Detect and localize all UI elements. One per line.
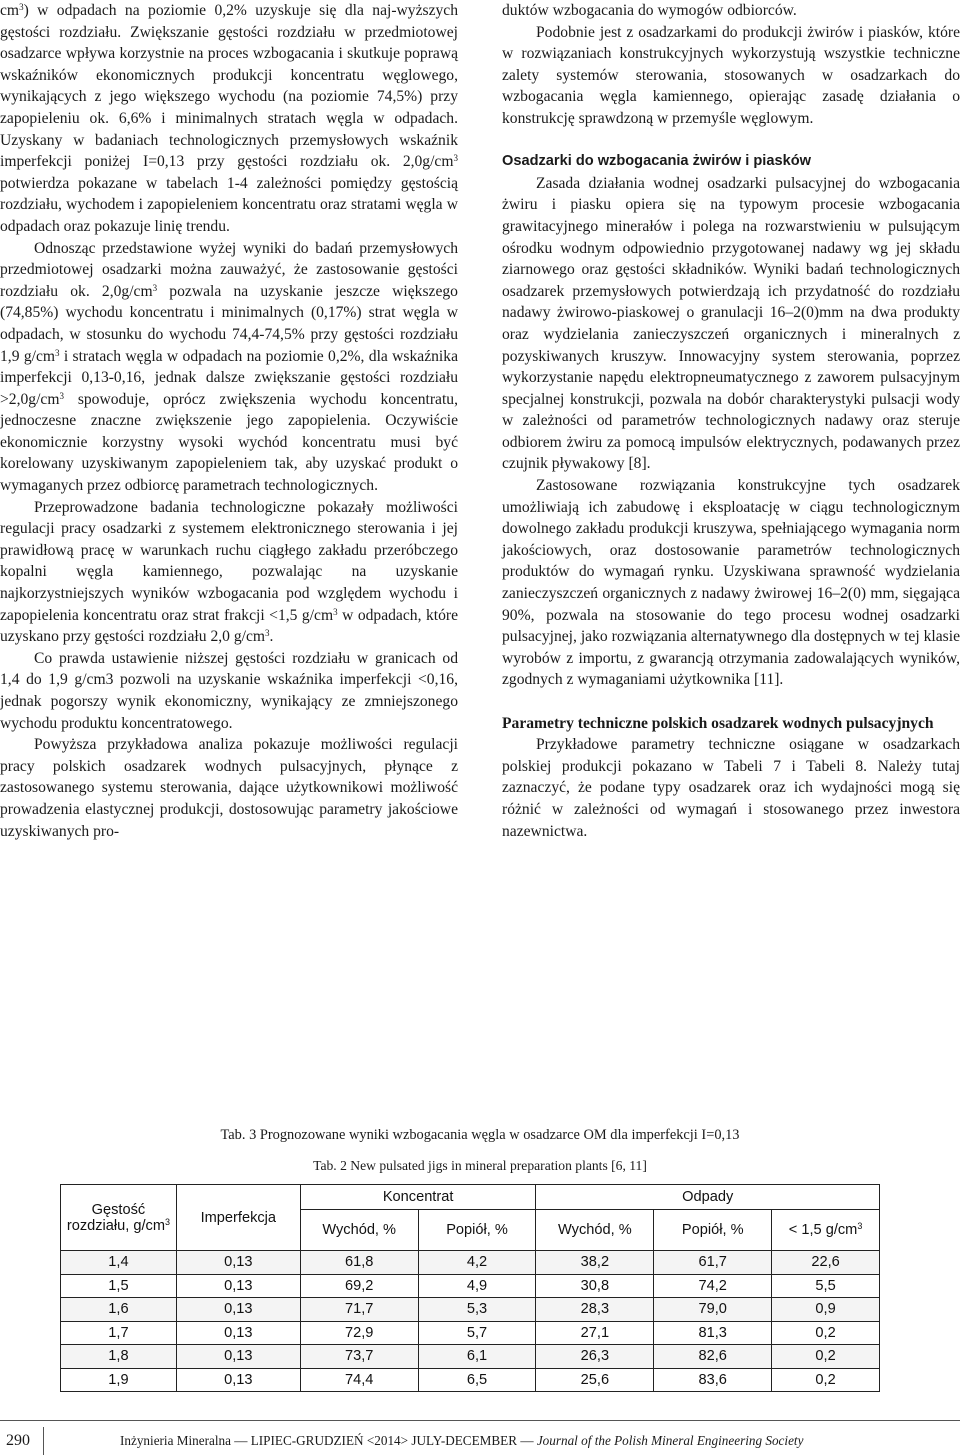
table-cell: 79,0 [654,1298,772,1322]
left-paragraph-4: Co prawda ustawienie niższej gęstości rozdziału w granicach od 1,4 do 1,9 g/cm3 pozwoli na uzyskanie wskaźnika imperfekcji <0,16, jednak pogorszy wynik ekonomiczny, wynikający ze zmniejszonego wychodu produktu koncentratowego. [0,649,458,732]
table-row [61,1345,880,1369]
header-density: Gęstość rozdziału, $g/cm^3$ [61,1185,177,1251]
left-paragraph-2: Odnosząc przedstawione wyżej wyniki do badań przemysłowych przedmiotowej osadzarki można zauważyć, że zastosowanie gęstości rozdziału ok. $2,0g/cm^3$ pozwala na uzyskanie jeszcze większego (74,85%) wychodu koncentratu i minimalnych (0,17%) strat węgla w odpadach, w stosunku do wychodu 74,4-74,5% przy gęstości rozdziału 1,9 $g/cm^3$ i stratach węgla w odpadach na poziomie 0,2%, dla wskaźnika imperfekcji 0,13-0,16, jednak dalsze zwiększanie gęstości rozdziału $>2,0g/cm^3$ spowoduje, oprócz zwiększenia wychodu koncentratu, jednoczesne znaczne zwiększenie jego zapopielenia. Oczywiście ekonomicznie korzystny wysoki wychód koncentratu musi być korelowany uzyskiwanym zapopieleniem tak, aby uzyskać produkt o wymaganych przez odbiorcę parametrach technologicznych. [0,239,458,495]
header-imperfection: Imperfekcja [176,1185,300,1251]
table-cell: 0,13 [176,1321,300,1345]
table-cell: 38,2 [536,1251,654,1275]
header-concentrate-yield: Wychód, % [300,1210,418,1251]
table-caption-polish: Tab. 3 Prognozowane wyniki wzbogacania węgla w osadzarce OM dla imperfekcji I=0,13 [220,1127,740,1143]
table-cell: 81,3 [654,1321,772,1345]
table-cell: 0,13 [176,1274,300,1298]
table-cell: 27,1 [536,1321,654,1345]
table-cell: 0,2 [772,1321,880,1345]
table-cell: 73,7 [300,1345,418,1369]
right-column [502,0,960,842]
table-cell: 5,5 [772,1274,880,1298]
table-cell: 1,8 [61,1345,177,1369]
table-cell: 22,6 [772,1251,880,1275]
table-cell: 61,8 [300,1251,418,1275]
header-waste-ash: Popiół, % [654,1210,772,1251]
right-paragraph-intro: Podobnie jest z osadzarkami do produkcji żwirów i piasków, które w rozwiązaniach konstrukcyjnych wykorzystują wszystkie techniczne zalety systemów sterowania, stosowanych w osadzarkach do wzbogacania węgla kamiennego, opierając zasadę działania o konstrukcję sprawdzoną w przemyśle węglowym. [502,23,960,127]
left-column [0,0,458,842]
table-cell: 5,3 [418,1298,536,1322]
table-cell: 71,7 [300,1298,418,1322]
gravel-paragraph-2: Zastosowane rozwiązania konstrukcyjne tych osadzarek umożliwiają ich zabudowę i eksploatację w ciągu technologicznym dowolnego zakładu produkcji kruszywa, spełniającego wymagania norm jakościowych, oraz dostosowanie parametrów technologicznych produktów do wymagań rynku. Uzyskiwana sprawność wydzielania zanieczyszczeń organicznych z nadawy żwirowej 16–2(0) mm, sięgająca 90%, pozwala na stosowanie do tego procesu wodnej osadzarki pulsacyjnej, jako rozwiązania alternatywnego dla dostępnych w tej klasie wyrobów z importu, z gwarancją otrzymania zadowalających wyników, zgodnych z wymaganiami użytkownika [11]. [502,477,960,689]
table-cell: 74,4 [300,1368,418,1392]
header-waste-yield: Wychód, % [536,1210,654,1251]
table-cell: 69,2 [300,1274,418,1298]
table-cell: 4,9 [418,1274,536,1298]
table-cell: 61,7 [654,1251,772,1275]
table-cell: 0,13 [176,1298,300,1322]
table-cell: 83,6 [654,1368,772,1392]
table-cell: 1,6 [61,1298,177,1322]
table-cell: 1,7 [61,1321,177,1345]
table-cell: 30,8 [536,1274,654,1298]
table-cell: 0,13 [176,1251,300,1275]
section-heading-gravel: Osadzarki do wzbogacania żwirów i piasków [502,153,811,170]
header-waste: Odpady [536,1185,880,1210]
table-cell: 4,2 [418,1251,536,1275]
table-caption-english: Tab. 2 New pulsated jigs in mineral preparation plants [6, 11] [313,1158,647,1173]
table-row [61,1298,880,1322]
page-number: 290 [0,1427,44,1455]
right-paragraph-continued: duktów wzbogacania do wymogów odbiorców. [502,2,797,19]
table-cell: 6,5 [418,1368,536,1392]
table-cell: 72,9 [300,1321,418,1345]
table-cell: 1,9 [61,1368,177,1392]
header-concentrate: Koncentrat [300,1185,536,1210]
table-cell: 5,7 [418,1321,536,1345]
journal-name-polish: Inżynieria Mineralna — LIPIEC-GRUDZIEŃ <2014> JULY-DECEMBER — [120,1433,534,1448]
journal-footer [120,1432,950,1450]
table-cell: 28,3 [536,1298,654,1322]
table-row [61,1368,880,1392]
table-row [61,1321,880,1345]
footer-divider [0,1420,960,1421]
left-paragraph-5: Powyższa przykładowa analiza pokazuje możliwości regulacji pracy polskich osadzarek wodnych pulsacyjnych, płynące z zastosowanego systemu sterowania, dające użytkownikowi możliwość prowadzenia elastycznej produkcji, dostosowując parametry jakościowe uzyskiwanych pro- [0,736,458,840]
spacer [502,691,960,713]
table-cell: 0,9 [772,1298,880,1322]
header-below-density: < 1,5 $g/cm^3$ [772,1210,880,1251]
parameters-paragraph: Przykładowe parametry techniczne osiągane w osadzarkach polskiej produkcji pokazano w Tabeli 7 i Tabeli 8. Należy tutaj zaznaczyć, że podane typy osadzarek oraz ich wydajności mogą się różnić w zależności od wymagań i stosowanego przez inwestora nazewnictwa. [502,736,960,840]
table-row [61,1274,880,1298]
gravel-paragraph-1: Zasada działania wodnej osadzarki pulsacyjnej do wzbogacania żwiru i piasku opiera się na typowym procesie wzbogacania grawitacyjnego minerałów i polega na rozwarstwieniu w pulsującym ośrodku wodnym odpowiednio przygotowanej nadawy wg jej składu ziarnowego oraz gęstości składników. Wyniki badań technologicznych osadzarek przemysłowych potwierdzają ich przydatność do rozdziału nadawy żwirowo-piaskowej o granulacji 16–2(0)mm na dwa produkty oraz wydzielania zanieczyszczeń organicznych i mineralnych z pozyskiwanych kruszyw. Innowacyjny system sterowania, poprzez wykorzystanie napędu elektropneumatycznego z zaworem pulsacyjnym specjalnej konstrukcji, pozwala na dobór charakterystyki pulsacji wody w zależności od parametrów technologicznych nadawy oraz steruje odbiorem żwiru za pomocą impulsów elektrycznych, podawanych przez czujnik pływakowy [8]. [502,174,960,473]
table-cell: 1,5 [61,1274,177,1298]
table-cell: 25,6 [536,1368,654,1392]
results-table [60,1184,880,1392]
section-heading-parameters: Parametry techniczne polskich osadzarek wodnych pulsacyjnych [502,714,934,732]
table-cell: 26,3 [536,1345,654,1369]
table-cell: 6,1 [418,1345,536,1369]
table-cell: 0,13 [176,1368,300,1392]
table-cell: 0,2 [772,1345,880,1369]
table-cell: 1,4 [61,1251,177,1275]
header-concentrate-ash: Popiół, % [418,1210,536,1251]
table-cell: 82,6 [654,1345,772,1369]
table-cell: 0,2 [772,1368,880,1392]
spacer [502,130,960,152]
table-cell: 74,2 [654,1274,772,1298]
table-cell: 0,13 [176,1345,300,1369]
left-paragraph-1: $cm^3$) w odpadach na poziomie 0,2% uzyskuje się dla naj-wyższych gęstości rozdziału. Zwiększanie gęstości rozdziału w przedmiotowej osadzarce wpływa korzystnie na proces wzbogacania i skutkuje poprawą wskaźników ekonomicznych produkcji koncentratu węglowego, wynikających z jego większego wychodu (na poziomie 74,5%) przy zapopieleniu ok. 6,6% i minimalnych stratach węgla w odpadach. Uzyskany w badaniach technologicznych przemysłowych wskaźnik imperfekcji poniżej I=0,13 przy gęstości rozdziału ok. $2,0g/cm^3$ potwierdza pokazane w tabelach 1-4 zależności pomiędzy gęstością rozdziału, wychodem i zapopieleniem koncentratu oraz stratami węgla w odpadach oraz pokazuje linię trendu. [0,2,458,235]
left-paragraph-3: Przeprowadzone badania technologiczne pokazały możliwości regulacji pracy osadzarki z systemem elektronicznego sterowania i jej prawidłową pracę w warunkach ruchu ciągłego zakładu przeróbczego kopalni węgla kamiennego, pozwalając na uzyskanie najkorzystniejszych wyników wzbogacania pod względem wychodu i zapopielenia koncentratu oraz strat frakcji <1,5 $g/cm^3$ w odpadach, które uzyskano przy gęstości rozdziału 2,0 $g/cm^3$. [0,498,458,646]
table-row [61,1251,880,1275]
journal-name-english: Journal of the Polish Mineral Engineering Society [536,1433,804,1448]
